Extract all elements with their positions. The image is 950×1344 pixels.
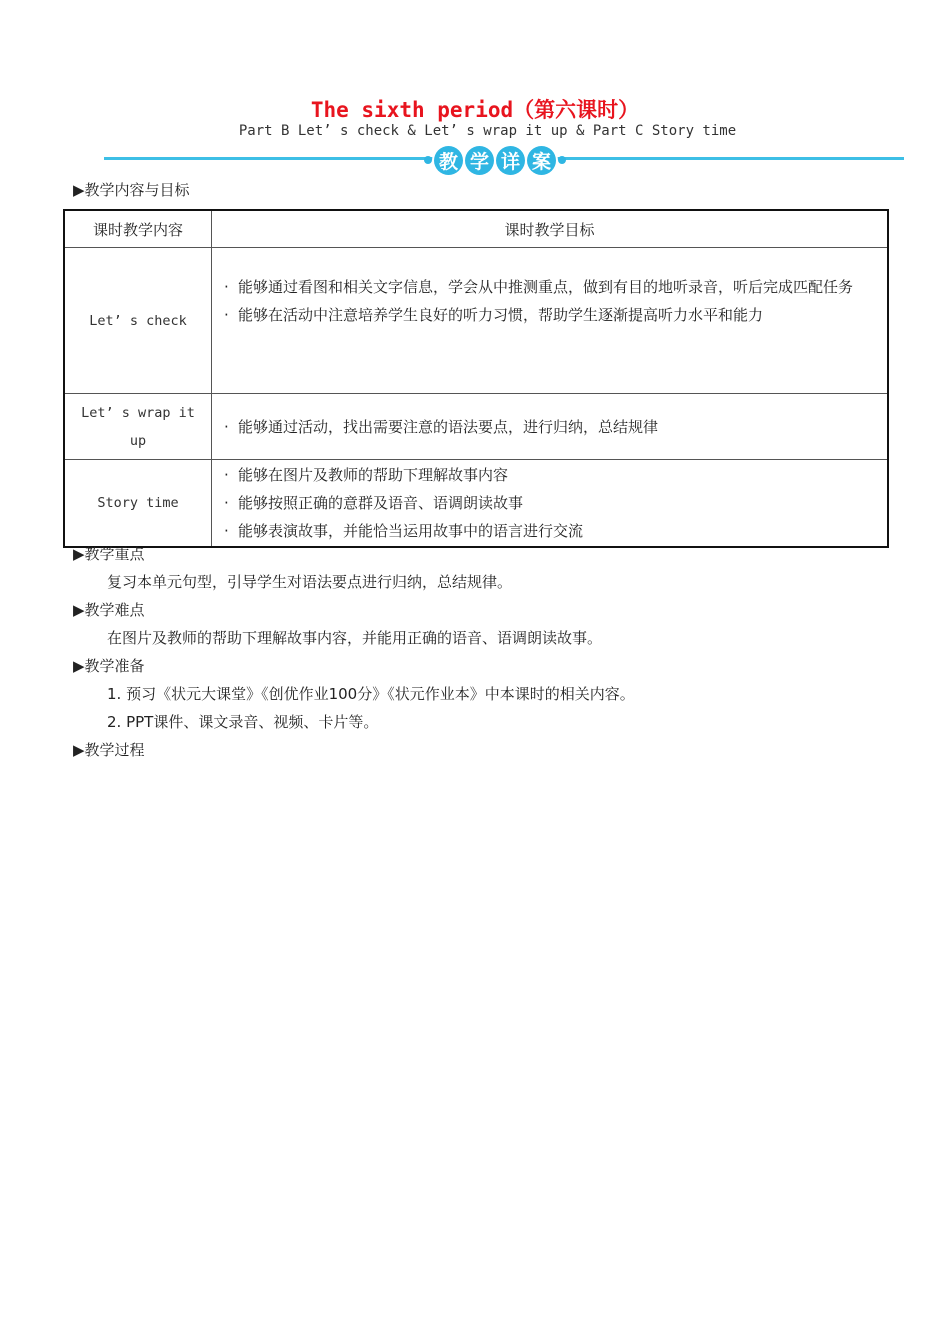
goal-item: · 能够在活动中注意培养学生良好的听力习惯，帮助学生逐渐提高听力水平和能力: [224, 306, 764, 324]
section-content-goals: ▶教学内容与目标: [73, 181, 190, 199]
preparation-item: 2. PPT课件、课文录音、视频、卡片等。: [107, 713, 379, 731]
goal-item: · 能够通过活动，找出需要注意的语法要点，进行归纳，总结规律: [224, 417, 659, 436]
preparation-item: 1. 预习《状元大课堂》《创优作业100分》《状元作业本》中本课时的相关内容。: [107, 685, 635, 703]
banner-char: 教: [434, 146, 463, 175]
section-process: ▶教学过程: [73, 741, 145, 759]
section-key-points: ▶教学重点: [73, 545, 145, 563]
table-cell-goals: [212, 394, 889, 460]
table-cell-content: Let’ s wrap it up: [64, 394, 212, 460]
goal-item: · 能够通过看图和相关文字信息，学会从中推测重点，做到有目的地听录音，听后完成匹配任务: [224, 278, 854, 296]
banner-dot-right: [558, 156, 566, 164]
banner-badge: [416, 146, 574, 174]
page-title: The sixth period（第六课时）: [310, 98, 640, 122]
table-cell-goals: [212, 460, 889, 548]
goal-item: · 能够在图片及教师的帮助下理解故事内容: [224, 466, 509, 484]
goal-item: · 能够按照正确的意群及语音、语调朗读故事: [224, 494, 524, 512]
goal-item: · 能够表演故事，并能恰当运用故事中的语言进行交流: [224, 522, 584, 540]
table-row: [64, 394, 888, 460]
table-cell-goals: [212, 248, 889, 394]
difficulties-text: 在图片及教师的帮助下理解故事内容，并能用正确的语音、语调朗读故事。: [107, 629, 603, 647]
banner-dot-left: [424, 156, 432, 164]
table-cell-content: Story time: [64, 460, 212, 548]
table-cell-content: Let’ s check: [64, 248, 212, 394]
section-difficulties: ▶教学难点: [73, 601, 145, 619]
page-subtitle: Part B Let’ s check & Let’ s wrap it up & Part C Story time: [238, 123, 737, 139]
table-header-cell: 课时教学目标: [212, 210, 889, 248]
goals-table: [63, 209, 889, 548]
banner-char: 学: [465, 146, 494, 175]
section-preparation: ▶教学准备: [73, 657, 145, 675]
table-header-cell: 课时教学内容: [64, 210, 212, 248]
key-points-text: 复习本单元句型，引导学生对语法要点进行归纳，总结规律。: [107, 573, 513, 591]
section-banner: [104, 146, 904, 178]
table-row: [64, 248, 888, 394]
banner-char: 详: [496, 146, 525, 175]
banner-char: 案: [527, 146, 556, 175]
table-row: [64, 460, 888, 548]
table-header-row: [64, 210, 888, 248]
